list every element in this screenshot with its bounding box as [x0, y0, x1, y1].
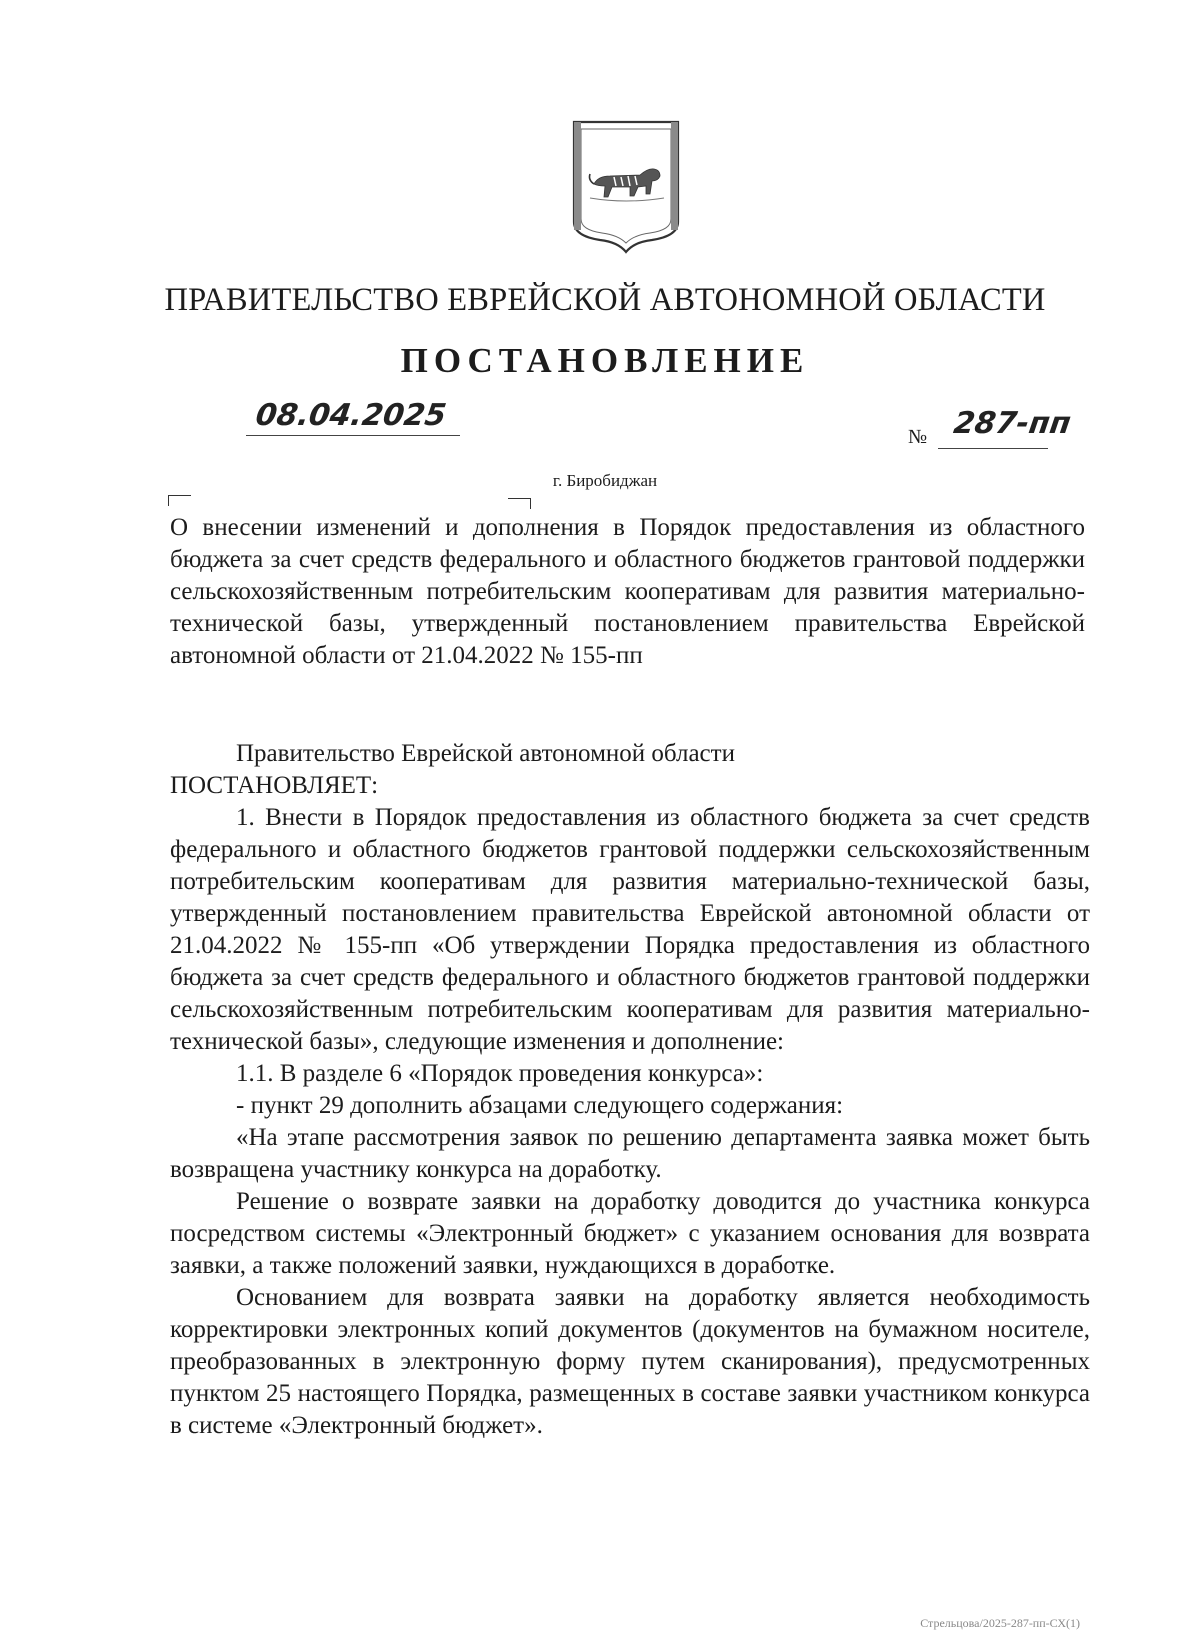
- document-date: 08.04.2025: [253, 398, 449, 433]
- number-sign: №: [908, 426, 928, 448]
- preamble: Правительство Еврейской автономной области: [236, 740, 735, 767]
- body-paragraph: Решение о возврате заявки на доработку доводится до участника конкурса посредством системы «Электронный бюджет» с указанием основания для возврата заявки, а также положений заявки, нуждающихся в доработке.: [170, 1188, 1090, 1279]
- subject-bracket-left: [168, 495, 191, 506]
- document-body: [170, 738, 1090, 1442]
- coat-of-arms-icon: [568, 118, 684, 256]
- date-underline: [246, 435, 460, 436]
- body-paragraph: 1.1. В разделе 6 «Порядок проведения конкурса»:: [236, 1060, 764, 1087]
- resolves-heading: ПОСТАНОВЛЯЕТ:: [170, 772, 379, 799]
- document-type: ПОСТАНОВЛЕНИЕ: [400, 341, 810, 380]
- body-paragraph: «На этапе рассмотрения заявок по решению департамента заявка может быть возвращена участнику конкурса на доработку.: [170, 1124, 1090, 1183]
- government-name: ПРАВИТЕЛЬСТВО ЕВРЕЙСКОЙ АВТОНОМНОЙ ОБЛАСТИ: [164, 282, 1046, 318]
- number-underline: [938, 448, 1048, 449]
- document-subject: О внесении изменений и дополнения в Порядок предоставления из областного бюджета за счет средств федерального и областного бюджетов грантовой поддержки сельскохозяйственным потребительским кооперативам для развития материально-технической базы, утвержденный постановлением правительства Еврейской автономной области от 21.04.2022 № 155-пп: [170, 514, 1085, 669]
- body-paragraph: Основанием для возврата заявки на доработку является необходимость корректировки электронных копий документов (документов на бумажном носителе, преобразованных в электронную форму путем сканирования), предусмотренных пунктом 25 настоящего Порядка, размещенных в составе заявки участником конкурса в системе «Электронный бюджет».: [170, 1284, 1090, 1439]
- subject-bracket-right: [508, 498, 531, 509]
- body-paragraph: - пункт 29 дополнить абзацами следующего содержания:: [236, 1092, 844, 1119]
- body-paragraph: 1. Внести в Порядок предоставления из областного бюджета за счет средств федерального и областного бюджетов грантовой поддержки сельскохозяйственным потребительским кооперативам для развития материально-технической базы, утвержденный постановлением правительства Еврейской автономной области от 21.04.2022 № 155-пп «Об утверждении Порядка предоставления из областного бюджета за счет средств федерального и областного бюджетов грантовой поддержки сельскохозяйственным потребительским кооперативам для развития материально-технической базы», следующие изменения и дополнение:: [170, 804, 1090, 1055]
- document-number: 287-пп: [951, 406, 1073, 441]
- city-name: г. Биробиджан: [552, 471, 658, 490]
- file-code: Стрельцова/2025-287-пп-СХ(1): [920, 1616, 1080, 1630]
